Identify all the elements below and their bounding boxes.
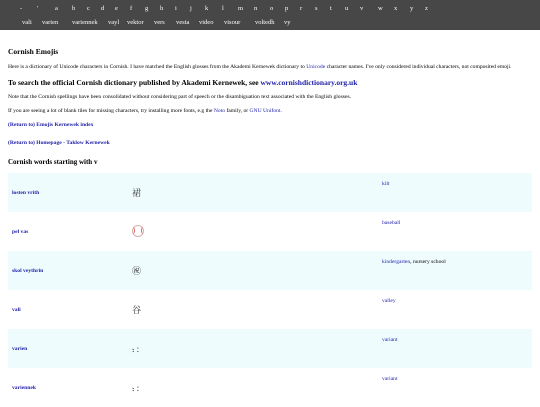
- gloss-link[interactable]: variant: [382, 376, 398, 382]
- baseball-icon: [132, 225, 144, 237]
- english-gloss: [382, 329, 532, 368]
- english-gloss: [382, 251, 532, 290]
- gloss-link[interactable]: baseball: [382, 220, 401, 226]
- nav-letter-link[interactable]: t: [330, 5, 332, 12]
- nav-letter-link[interactable]: i: [175, 5, 177, 12]
- gnu-unifont-link[interactable]: GNU Unifont: [249, 108, 281, 114]
- nav-word-link[interactable]: variennek: [72, 19, 98, 26]
- gloss-link[interactable]: variant: [382, 337, 398, 343]
- gloss-link[interactable]: valley: [382, 298, 396, 304]
- table-row: [8, 212, 532, 251]
- intro-text-1: Here is a dictionary of Unicode characters in Cornish. I have matched the English glosses from the Akademi Kernewek dictionary to: [8, 64, 307, 70]
- cornish-dictionary-link[interactable]: www.cornishdictionary.org.uk: [260, 78, 358, 87]
- nav-letter-link[interactable]: ': [37, 5, 39, 12]
- words-table: [8, 173, 532, 407]
- nav-word-link[interactable]: video: [199, 19, 214, 26]
- note-paragraph: Note that the Cornish spellings have been consolidated without considering part of speech or the disambiguation text associated with the English glosses.: [8, 94, 352, 100]
- nav-letter-link[interactable]: k: [205, 5, 209, 12]
- table-row: [8, 290, 532, 329]
- nav-letter-link[interactable]: w: [378, 5, 383, 12]
- nav-word-link[interactable]: varien: [42, 19, 59, 26]
- page-title: Cornish Emojis: [8, 47, 59, 56]
- nav-word-link[interactable]: vy: [284, 19, 291, 26]
- noto-link[interactable]: Noto: [213, 108, 226, 114]
- fonts-text-3: .: [280, 108, 282, 114]
- table-row: [8, 173, 532, 212]
- english-gloss: [382, 290, 532, 329]
- search-heading: [8, 78, 532, 87]
- fonts-paragraph: [8, 108, 532, 115]
- cornish-word-link[interactable]: pel vas: [12, 228, 29, 235]
- nav-letter-link[interactable]: x: [394, 5, 398, 12]
- table-row: [8, 251, 532, 290]
- nav-letter-link[interactable]: l: [222, 5, 224, 12]
- nav-letter-link[interactable]: j: [190, 5, 192, 12]
- search-heading-text: To search the official Cornish dictionary published by Akademi Kernewek, see: [8, 78, 261, 87]
- fonts-text-2: family, or: [225, 108, 250, 114]
- intro-text-2: character names. I've only considered individual characters, not composited emoji.: [325, 64, 512, 70]
- letter-nav-bar: [0, 0, 540, 30]
- gloss-extra-text: , nursery school: [410, 259, 446, 265]
- cornish-word-link[interactable]: losten vrith: [12, 189, 40, 196]
- nav-word-link[interactable]: vali: [22, 19, 32, 26]
- emojis-index-link[interactable]: (Return to) Emojis Kernewek index: [8, 122, 94, 128]
- nav-letter-link[interactable]: -: [20, 5, 23, 12]
- nav-letter-link[interactable]: f: [130, 5, 133, 12]
- fonts-text-1: If you are seeing a lot of blank tiles for missing characters, try installing more fonts, e.g the: [8, 108, 214, 114]
- nav-letter-link[interactable]: g: [145, 5, 149, 12]
- emoji-glyph: 裙: [132, 188, 142, 198]
- gloss-link[interactable]: kilt: [382, 181, 390, 187]
- homepage-link[interactable]: (Return to) Homepage - Taklow Kernewek: [8, 140, 110, 146]
- nav-letter-link[interactable]: y: [410, 5, 414, 12]
- index-link-wrap: [8, 122, 532, 129]
- emoji-glyph: [132, 212, 382, 251]
- cornish-word-link[interactable]: variennek: [12, 384, 36, 391]
- english-gloss: [382, 368, 532, 407]
- intro-paragraph: [8, 64, 532, 71]
- unicode-link[interactable]: Unicode: [306, 64, 326, 70]
- nav-letter-link[interactable]: n: [254, 5, 258, 12]
- cornish-word-link[interactable]: vali: [12, 306, 21, 313]
- nav-letter-link[interactable]: a: [55, 5, 58, 12]
- nav-letter-link[interactable]: e: [115, 5, 118, 12]
- nav-word-link[interactable]: vektor: [127, 19, 144, 26]
- nav-letter-link[interactable]: v: [360, 5, 364, 12]
- word-index-row: [0, 17, 540, 29]
- nav-letter-link[interactable]: h: [160, 5, 164, 12]
- nav-letter-link[interactable]: p: [285, 5, 289, 12]
- table-row: [8, 368, 532, 407]
- home-link-wrap: [8, 140, 532, 147]
- nav-word-link[interactable]: vesta: [176, 19, 190, 26]
- nav-letter-link[interactable]: b: [72, 5, 76, 12]
- cornish-word-link[interactable]: skol veythrin: [12, 267, 44, 274]
- nav-letter-link[interactable]: z: [425, 5, 428, 12]
- nav-word-link[interactable]: vers: [154, 19, 165, 26]
- main-content: [0, 47, 540, 407]
- letter-index-row: [0, 3, 540, 15]
- section-title: Cornish words starting with v: [8, 158, 98, 166]
- nav-letter-link[interactable]: s: [315, 5, 318, 12]
- nav-letter-link[interactable]: r: [300, 5, 303, 12]
- nav-letter-link[interactable]: m: [238, 5, 244, 12]
- nav-letter-link[interactable]: o: [270, 5, 274, 12]
- nav-word-link[interactable]: visour: [224, 19, 241, 26]
- english-gloss: [382, 173, 532, 212]
- nav-word-link[interactable]: voltedh: [255, 19, 275, 26]
- emoji-glyph: ㊗: [132, 266, 142, 276]
- nav-letter-link[interactable]: u: [345, 5, 349, 12]
- table-row: [8, 329, 532, 368]
- emoji-glyph: ⹎ :: [132, 383, 140, 393]
- nav-letter-link[interactable]: c: [87, 5, 90, 12]
- nav-word-link[interactable]: vayl: [108, 19, 120, 26]
- english-gloss: [382, 212, 532, 251]
- nav-letter-link[interactable]: d: [101, 5, 105, 12]
- gloss-link[interactable]: kindergarten: [382, 259, 411, 265]
- emoji-glyph: ⹎ :: [132, 344, 140, 354]
- emoji-glyph: 谷: [132, 305, 142, 315]
- cornish-word-link[interactable]: varien: [12, 345, 28, 352]
